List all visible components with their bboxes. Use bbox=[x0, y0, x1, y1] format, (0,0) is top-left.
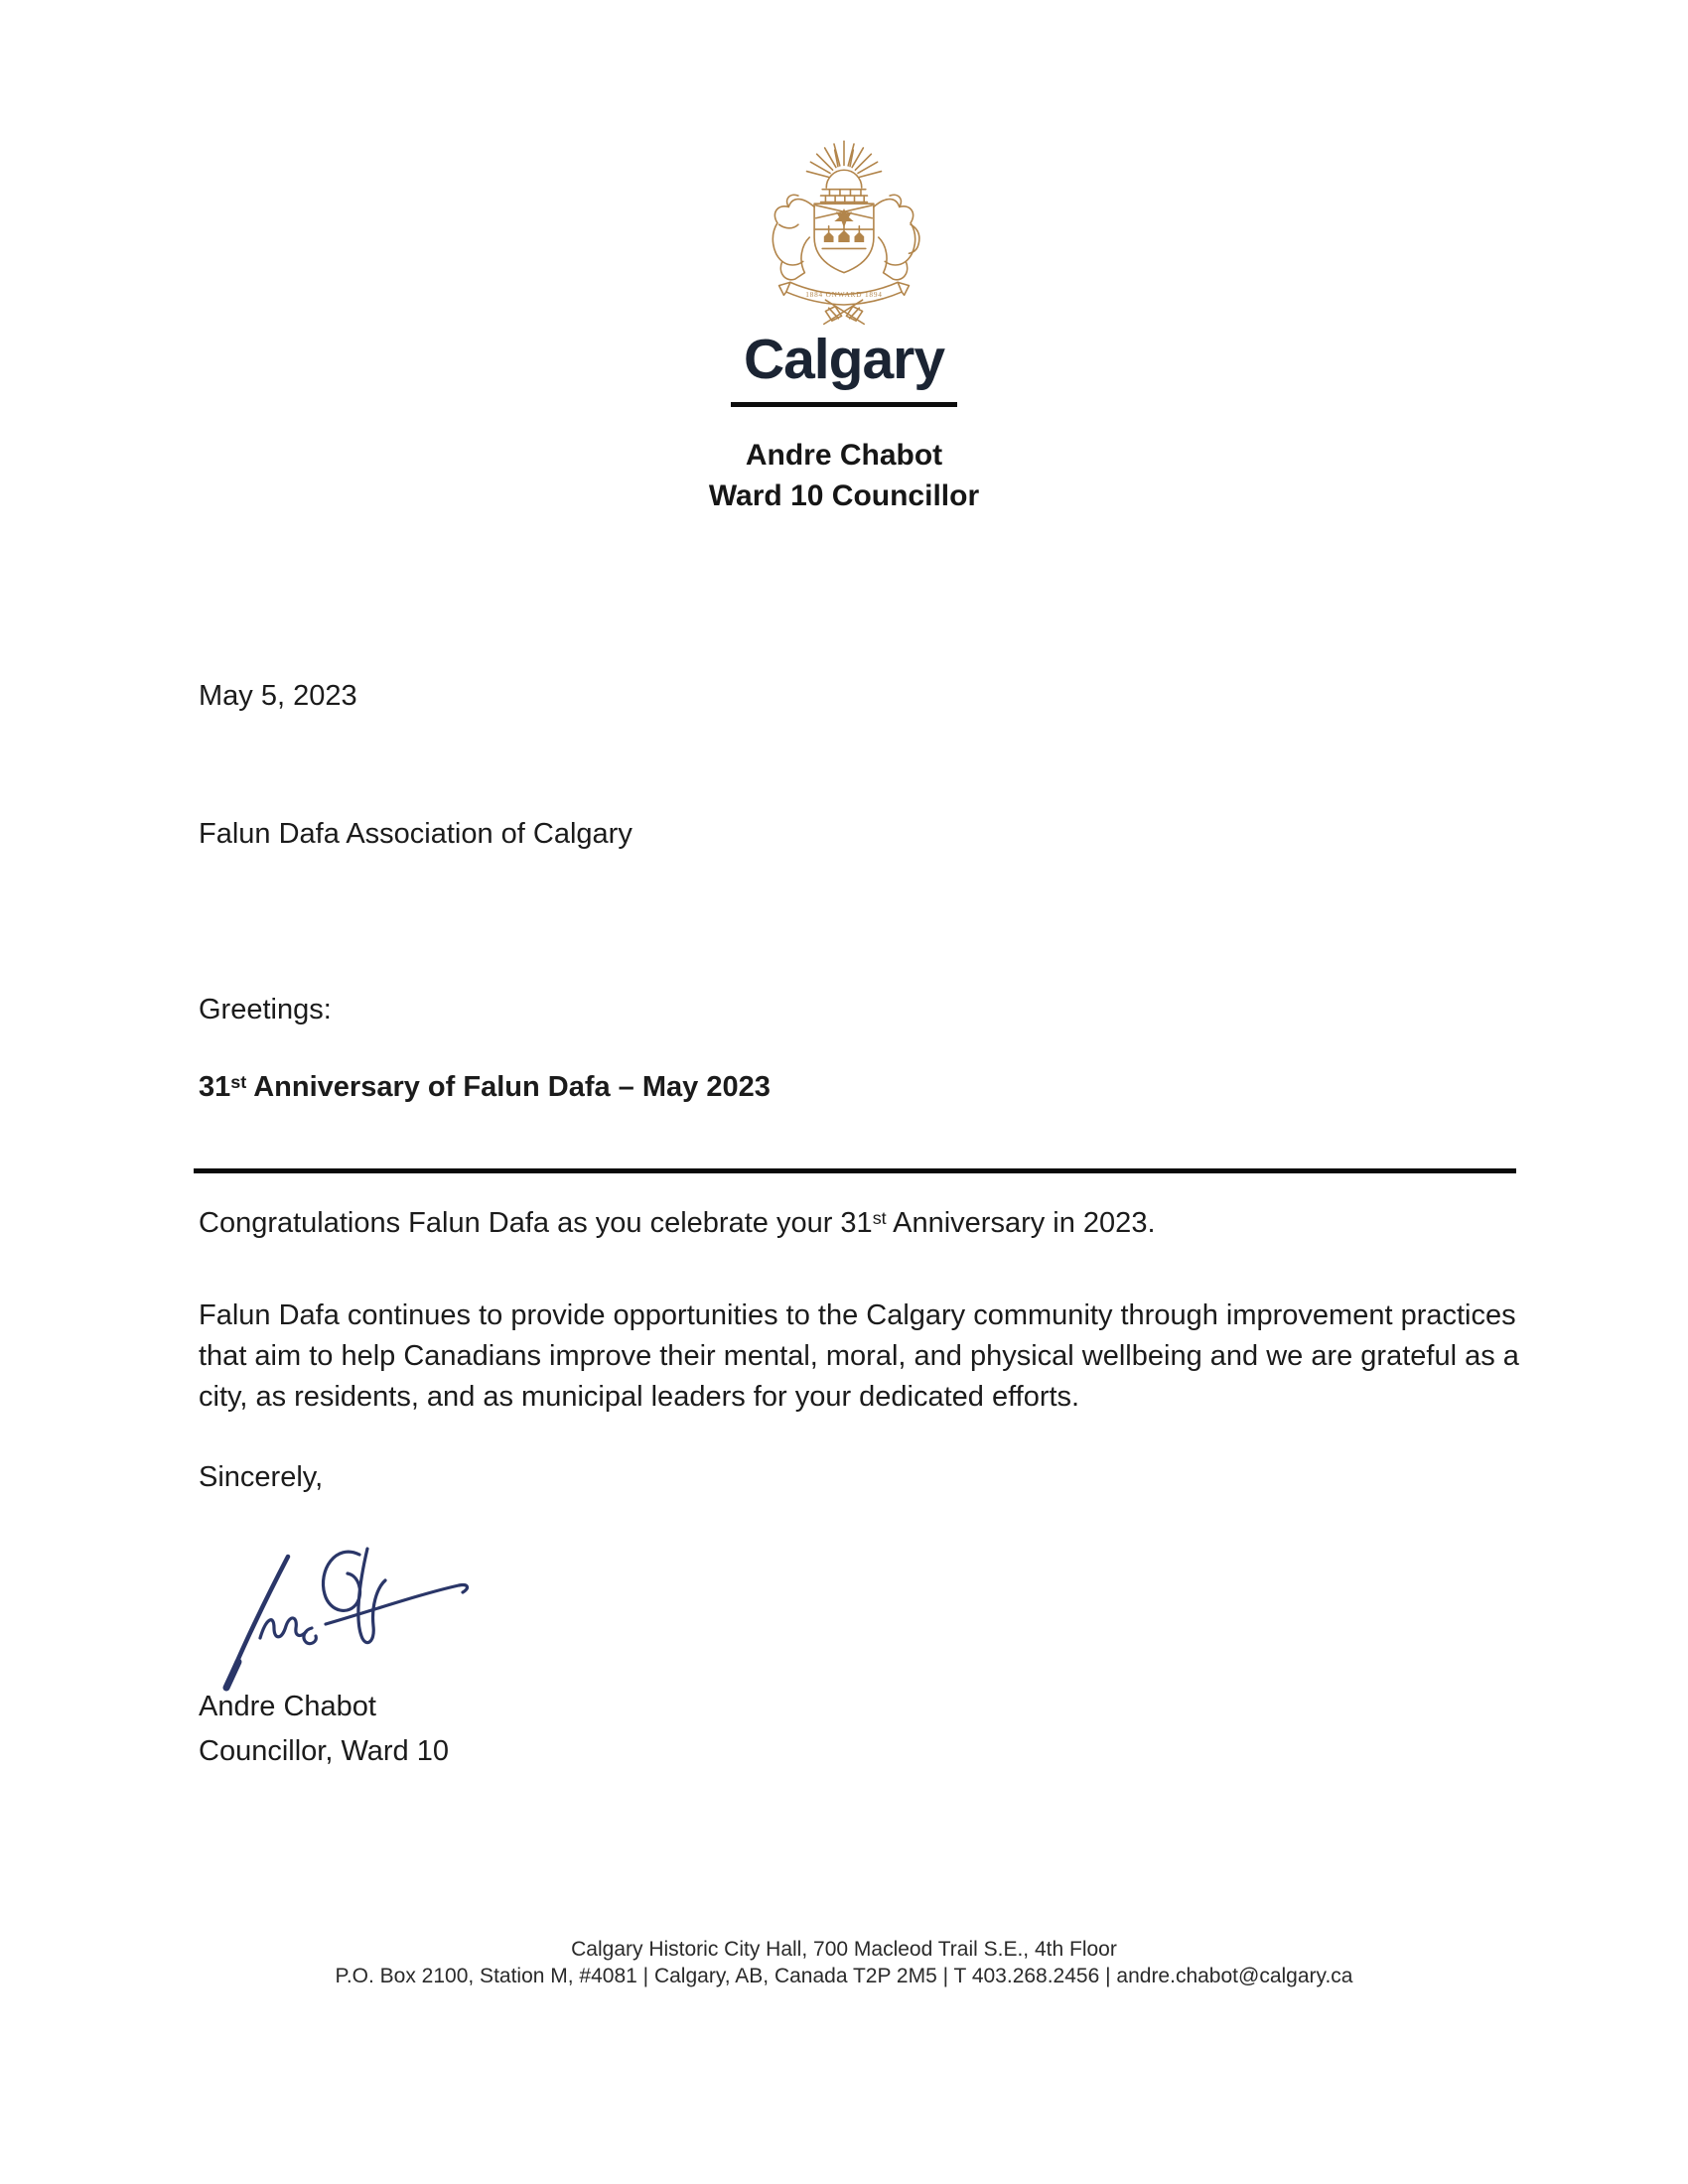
letterhead-contact-title: Ward 10 Councillor bbox=[708, 479, 980, 512]
crest-crossed-flags bbox=[824, 300, 864, 324]
letterhead-divider bbox=[731, 402, 957, 407]
footer-address-line1: Calgary Historic City Hall, 700 Macleod Trail S.E., 4th Floor bbox=[571, 1938, 1117, 1961]
paragraph-main: Falun Dafa continues to provide opportunities to the Calgary community through improvement practices that aim to help Canadians improve their mental, moral, and physical wellbeing and we are grateful as a city, as residents, and as municipal leaders for your dedicated efforts. bbox=[199, 1299, 1519, 1413]
p1-ordinal: st bbox=[872, 1207, 887, 1228]
sender-block bbox=[199, 1685, 449, 1774]
crest-shield bbox=[814, 204, 874, 272]
letterhead bbox=[0, 125, 1688, 516]
letter-salutation: Greetings: bbox=[199, 994, 332, 1025]
p1-after: Anniversary in 2023. bbox=[886, 1207, 1156, 1239]
p1-before: Congratulations Falun Dafa as you celebrate your 31 bbox=[199, 1207, 873, 1239]
letterhead-contact bbox=[0, 435, 1688, 516]
crest-banner-text: 1884 ONWARD 1894 bbox=[805, 290, 883, 299]
sender-name: Andre Chabot bbox=[199, 1691, 376, 1722]
letter-closing: Sincerely, bbox=[199, 1461, 324, 1493]
letter-date: May 5, 2023 bbox=[199, 680, 357, 712]
paragraph-congratulations bbox=[199, 1203, 1529, 1247]
calgary-wordmark: Calgary bbox=[743, 328, 945, 391]
subject-underline-rule bbox=[194, 1168, 1516, 1173]
letter-recipient: Falun Dafa Association of Calgary bbox=[199, 818, 633, 850]
letter-footer bbox=[0, 1936, 1688, 1989]
footer-address-line2: P.O. Box 2100, Station M, #4081 | Calgary, AB, Canada T2P 2M5 | T 403.268.2456 | andre.chabot@calgary.ca bbox=[335, 1965, 1353, 1987]
crest-sun-rays bbox=[807, 141, 882, 177]
crest-motto-banner bbox=[779, 282, 910, 305]
subject-number: 31 bbox=[199, 1071, 231, 1103]
signature-icon bbox=[209, 1529, 487, 1698]
crest-steer-supporter bbox=[874, 195, 919, 280]
letterhead-contact-name: Andre Chabot bbox=[745, 439, 943, 472]
subject-line bbox=[199, 1067, 771, 1111]
crest-sun-wall bbox=[821, 170, 868, 202]
calgary-coat-of-arms-icon bbox=[752, 125, 936, 326]
sender-title: Councillor, Ward 10 bbox=[199, 1735, 449, 1767]
subject-ordinal: st bbox=[230, 1071, 247, 1092]
subject-rest: Anniversary of Falun Dafa – May 2023 bbox=[246, 1071, 771, 1103]
crest-horse-supporter bbox=[773, 195, 814, 280]
